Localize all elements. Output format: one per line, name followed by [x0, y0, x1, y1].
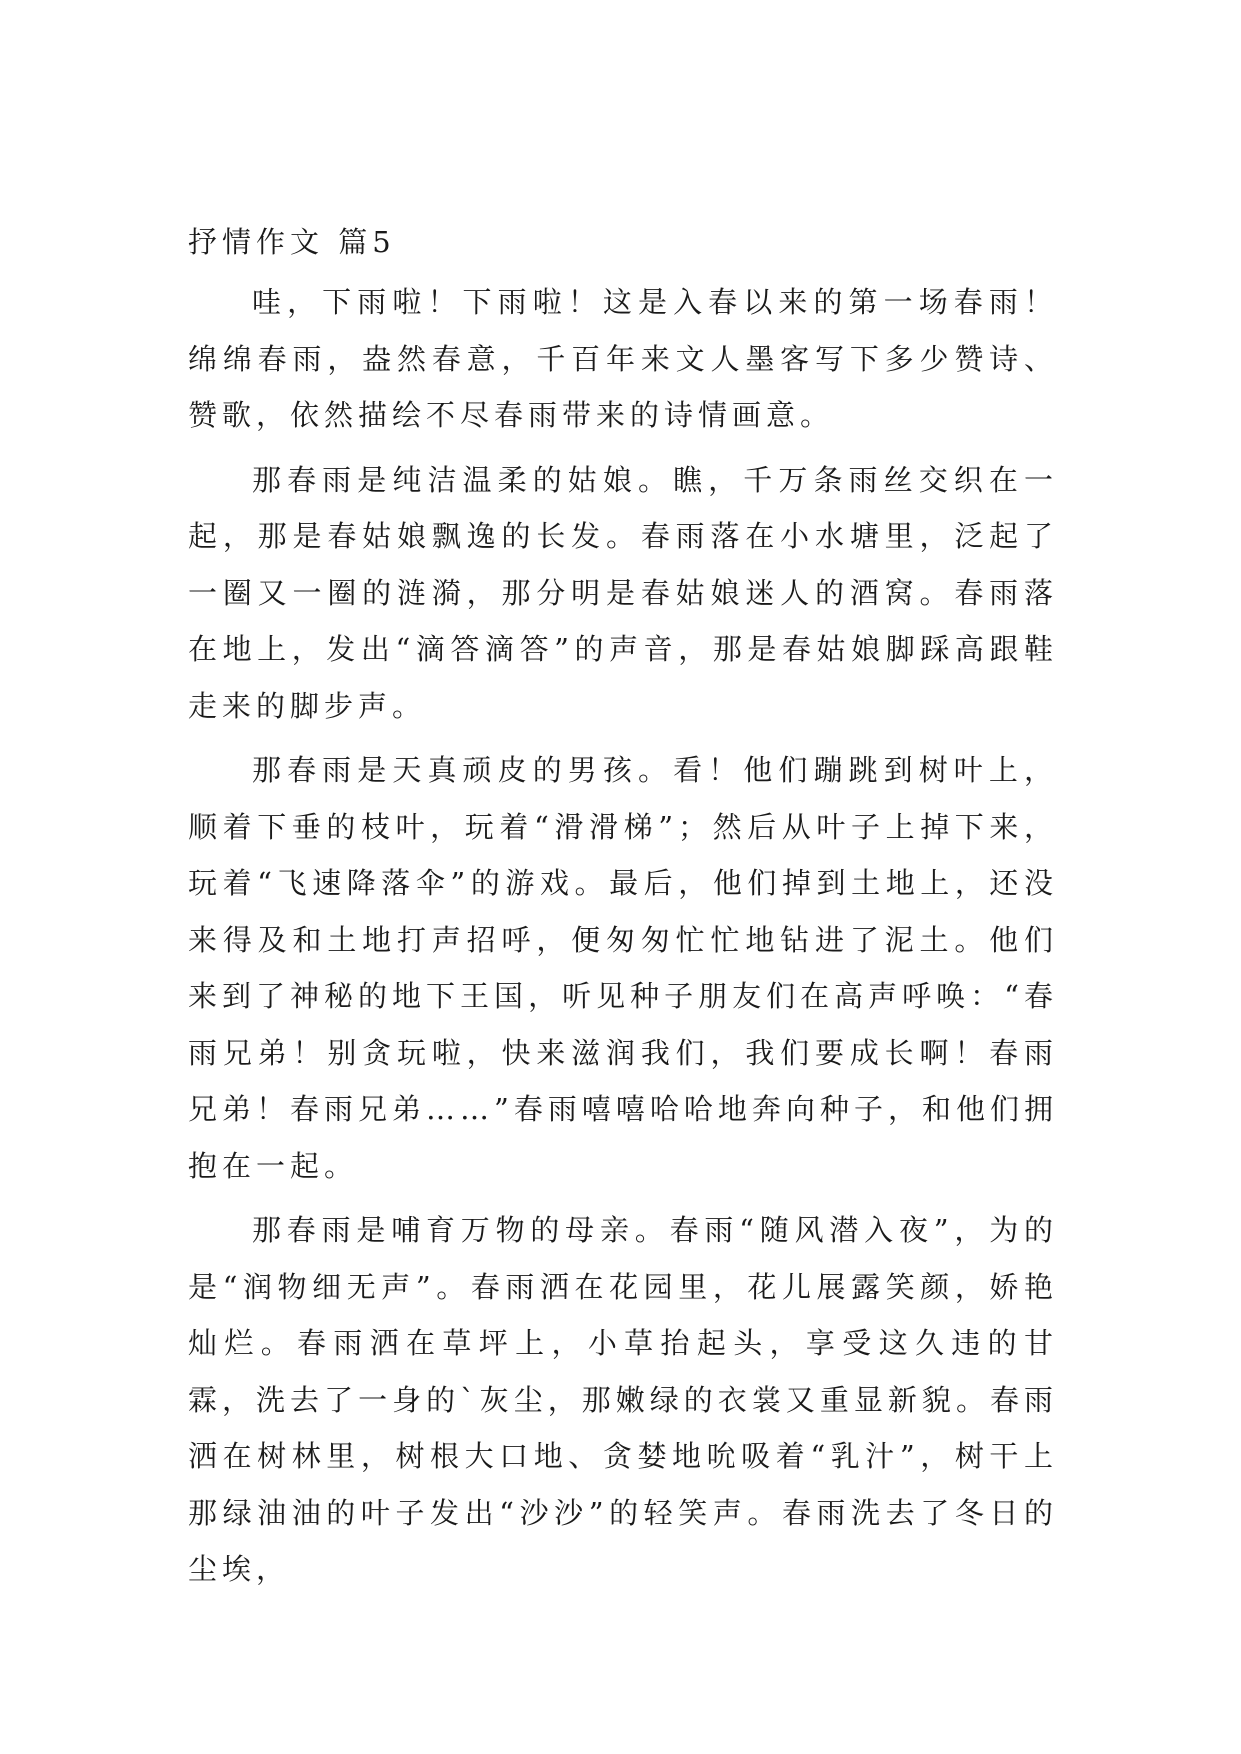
paragraph-2: 那春雨是纯洁温柔的姑娘。瞧，千万条雨丝交织在一起，那是春姑娘飘逸的长发。春雨落在小水塘里，泛起了一圈又一圈的涟漪，那分明是春姑娘迷人的酒窝。春雨落在地上，发出“滴答滴答”的声音，那是春姑娘脚踩高跟鞋走来的脚步声。	[188, 462, 1058, 723]
paragraph-3: 那春雨是天真顽皮的男孩。看！他们蹦跳到树叶上，顺着下垂的枝叶，玩着“滑滑梯”；然后从叶子上掉下来，玩着“飞速降落伞”的游戏。最后，他们掉到土地上，还没来得及和土地打声招呼，便匆匆忙忙地钻进了泥土。他们来到了神秘的地下王国，听见种子朋友们在高声呼唤：“春雨兄弟！别贪玩啦，快来滋润我们，我们要成长啊！春雨兄弟！春雨兄弟……”春雨嘻嘻哈哈地奔向种子，和他们拥抱在一起。	[188, 753, 1058, 1183]
document-title: 抒情作文 篇5	[188, 225, 396, 259]
paragraph-4: 那春雨是哺育万物的母亲。春雨“随风潜入夜”，为的是“润物细无声”。春雨洒在花园里，花儿展露笑颜，娇艳灿烂。春雨洒在草坪上，小草抬起头，享受这久违的甘霖，洗去了一身的`灰尘，那嫩绿的衣裳又重显新貌。春雨洒在树林里，树根大口地、贪婪地吮吸着“乳汁”，树干上那绿油油的叶子发出“沙沙”的轻笑声。春雨洗去了冬日的尘埃，	[188, 1213, 1058, 1586]
document-body	[188, 222, 1058, 1598]
paragraph-1: 哇，下雨啦！下雨啦！这是入春以来的第一场春雨！绵绵春雨，盎然春意，千百年来文人墨客写下多少赞诗、赞歌，依然描绘不尽春雨带来的诗情画意。	[188, 285, 1058, 432]
